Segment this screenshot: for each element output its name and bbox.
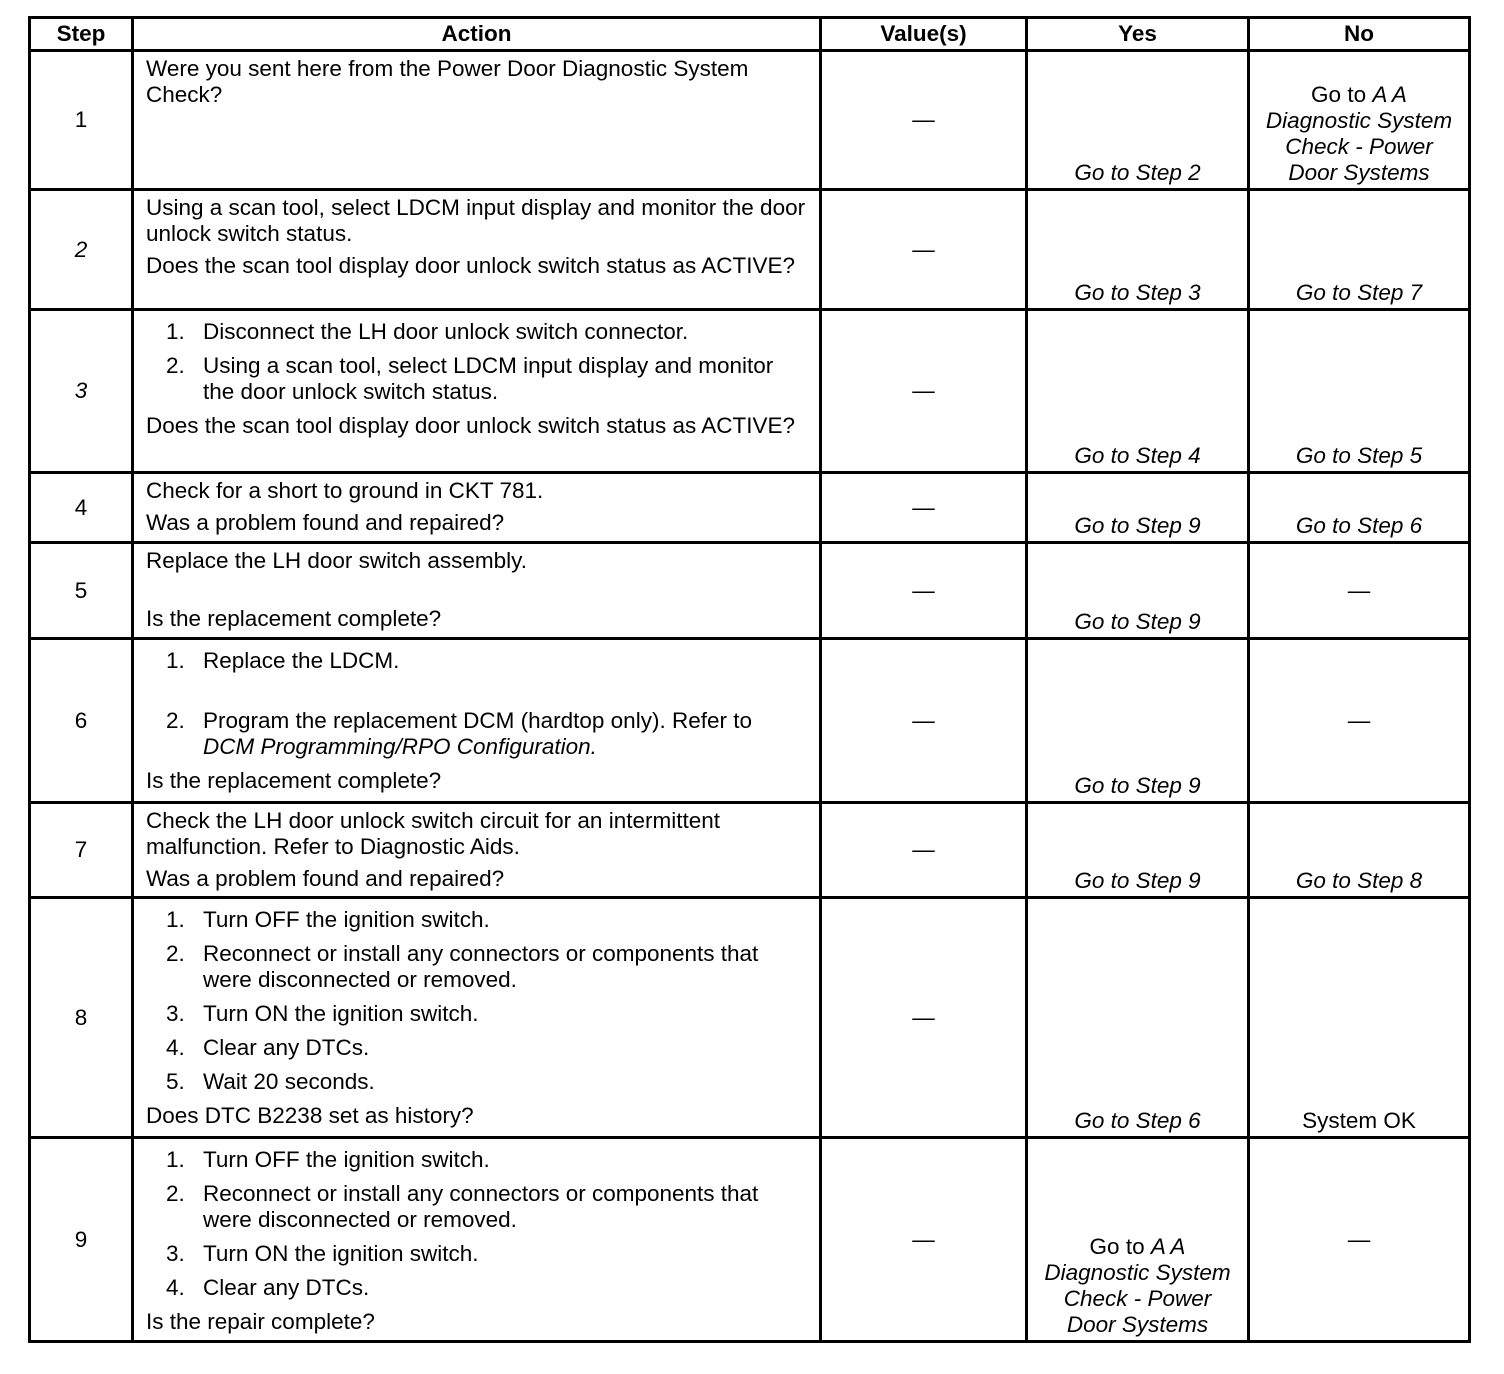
list-item: 2. Program the replacement DCM (hardtop only). Refer to DCM Programming/RPO Configuration. bbox=[166, 708, 752, 759]
yes-cell: Go to Step 9 bbox=[1027, 639, 1249, 803]
action-cell bbox=[133, 473, 821, 543]
value-cell: — bbox=[821, 310, 1027, 473]
yes-cell: Go to Step 2 bbox=[1027, 51, 1249, 190]
step-number: 5 bbox=[30, 543, 133, 639]
list-item: 1. Turn OFF the ignition switch. bbox=[166, 907, 490, 932]
value-cell: — bbox=[821, 898, 1027, 1138]
action-question: Was a problem found and repaired? bbox=[146, 866, 505, 891]
yes-cell: Go to Step 9 bbox=[1027, 543, 1249, 639]
value-cell: — bbox=[821, 803, 1027, 898]
header-yes: Yes bbox=[1027, 18, 1249, 51]
action-text: Using a scan tool, select LDCM input display and monitor the door unlock switch status. bbox=[146, 195, 806, 246]
header-row bbox=[30, 18, 1470, 51]
value-cell: — bbox=[821, 543, 1027, 639]
step-number: 9 bbox=[30, 1138, 133, 1342]
header-step: Step bbox=[30, 18, 133, 51]
table-row bbox=[30, 543, 1470, 639]
action-question: Is the replacement complete? bbox=[146, 606, 442, 631]
diagnostic-table bbox=[28, 16, 1471, 1343]
table-row bbox=[30, 473, 1470, 543]
no-cell: Go to Step 7 bbox=[1249, 190, 1470, 310]
step-number: 6 bbox=[30, 639, 133, 803]
no-cell: System OK bbox=[1249, 898, 1470, 1138]
value-cell: — bbox=[821, 639, 1027, 803]
action-cell bbox=[133, 190, 821, 310]
header-action: Action bbox=[133, 18, 821, 51]
header-values: Value(s) bbox=[821, 18, 1027, 51]
action-question: Does the scan tool display door unlock switch status as ACTIVE? bbox=[146, 253, 796, 278]
table-row bbox=[30, 190, 1470, 310]
action-cell bbox=[133, 639, 821, 803]
yes-link[interactable]: A A Diagnostic System Check - Power Door Systems bbox=[1044, 1234, 1231, 1337]
no-cell: Go to Step 5 bbox=[1249, 310, 1470, 473]
list-item: 3. Turn ON the ignition switch. bbox=[166, 1241, 479, 1266]
action-cell bbox=[133, 898, 821, 1138]
config-link[interactable]: DCM Programming/RPO Configuration. bbox=[203, 734, 597, 759]
yes-cell: Go to Step 3 bbox=[1027, 190, 1249, 310]
list-item: 1. Turn OFF the ignition switch. bbox=[166, 1147, 490, 1172]
action-text: Replace the LH door switch assembly. bbox=[146, 548, 528, 573]
table-row bbox=[30, 51, 1470, 190]
action-list bbox=[146, 1147, 809, 1301]
list-item: 4. Clear any DTCs. bbox=[166, 1035, 370, 1060]
list-item: 2. Reconnect or install any connectors or components that were disconnected or removed. bbox=[166, 1181, 759, 1232]
action-cell bbox=[133, 51, 821, 190]
list-item: 4. Clear any DTCs. bbox=[166, 1275, 370, 1300]
yes-cell: Go to Step 9 bbox=[1027, 803, 1249, 898]
step-number: 7 bbox=[30, 803, 133, 898]
table-row bbox=[30, 898, 1470, 1138]
table-row bbox=[30, 1138, 1470, 1342]
yes-cell: Go to Step 4 bbox=[1027, 310, 1249, 473]
no-cell: — bbox=[1249, 1138, 1470, 1342]
table-row bbox=[30, 639, 1470, 803]
value-cell: — bbox=[821, 51, 1027, 190]
list-item: 5. Wait 20 seconds. bbox=[166, 1069, 375, 1094]
list-item: 1. Disconnect the LH door unlock switch connector. bbox=[166, 319, 689, 344]
action-cell bbox=[133, 310, 821, 473]
yes-prefix: Go to bbox=[1089, 1234, 1151, 1259]
list-item: 2. Using a scan tool, select LDCM input display and monitor the door unlock switch status. bbox=[166, 353, 774, 404]
action-question: Is the replacement complete? bbox=[146, 768, 442, 793]
no-cell: Go to Step 6 bbox=[1249, 473, 1470, 543]
yes-cell bbox=[1027, 1138, 1249, 1342]
action-list bbox=[146, 907, 809, 1095]
step-number: 4 bbox=[30, 473, 133, 543]
step-number: 8 bbox=[30, 898, 133, 1138]
header-no: No bbox=[1249, 18, 1470, 51]
step-number: 3 bbox=[30, 310, 133, 473]
step-number: 1 bbox=[30, 51, 133, 190]
action-cell bbox=[133, 1138, 821, 1342]
action-list bbox=[146, 319, 809, 405]
action-cell bbox=[133, 543, 821, 639]
no-cell: — bbox=[1249, 543, 1470, 639]
no-cell bbox=[1249, 51, 1470, 190]
action-question: Does DTC B2238 set as history? bbox=[146, 1103, 474, 1128]
table-row bbox=[30, 310, 1470, 473]
list-item: 1. Replace the LDCM. bbox=[166, 648, 400, 673]
action-question: Was a problem found and repaired? bbox=[146, 510, 505, 535]
yes-cell: Go to Step 9 bbox=[1027, 473, 1249, 543]
action-list bbox=[146, 648, 809, 760]
action-text: Check for a short to ground in CKT 781. bbox=[146, 478, 544, 503]
no-link[interactable]: A A Diagnostic System Check - Power Door Systems bbox=[1265, 82, 1453, 185]
list-item: 2. Reconnect or install any connectors or components that were disconnected or removed. bbox=[166, 941, 759, 992]
value-cell: — bbox=[821, 1138, 1027, 1342]
action-cell bbox=[133, 803, 821, 898]
yes-cell: Go to Step 6 bbox=[1027, 898, 1249, 1138]
table-row bbox=[30, 803, 1470, 898]
action-text: Check the LH door unlock switch circuit for an intermittent malfunction. Refer to Diagnostic Aids. bbox=[146, 808, 720, 859]
action-question: Does the scan tool display door unlock switch status as ACTIVE? bbox=[146, 413, 796, 438]
value-cell: — bbox=[821, 190, 1027, 310]
list-item: 3. Turn ON the ignition switch. bbox=[166, 1001, 479, 1026]
no-prefix: Go to bbox=[1311, 82, 1373, 107]
no-cell: Go to Step 8 bbox=[1249, 803, 1470, 898]
value-cell: — bbox=[821, 473, 1027, 543]
no-cell: — bbox=[1249, 639, 1470, 803]
action-text: Were you sent here from the Power Door Diagnostic System Check? bbox=[146, 56, 749, 107]
action-question: Is the repair complete? bbox=[146, 1309, 375, 1334]
step-number: 2 bbox=[30, 190, 133, 310]
